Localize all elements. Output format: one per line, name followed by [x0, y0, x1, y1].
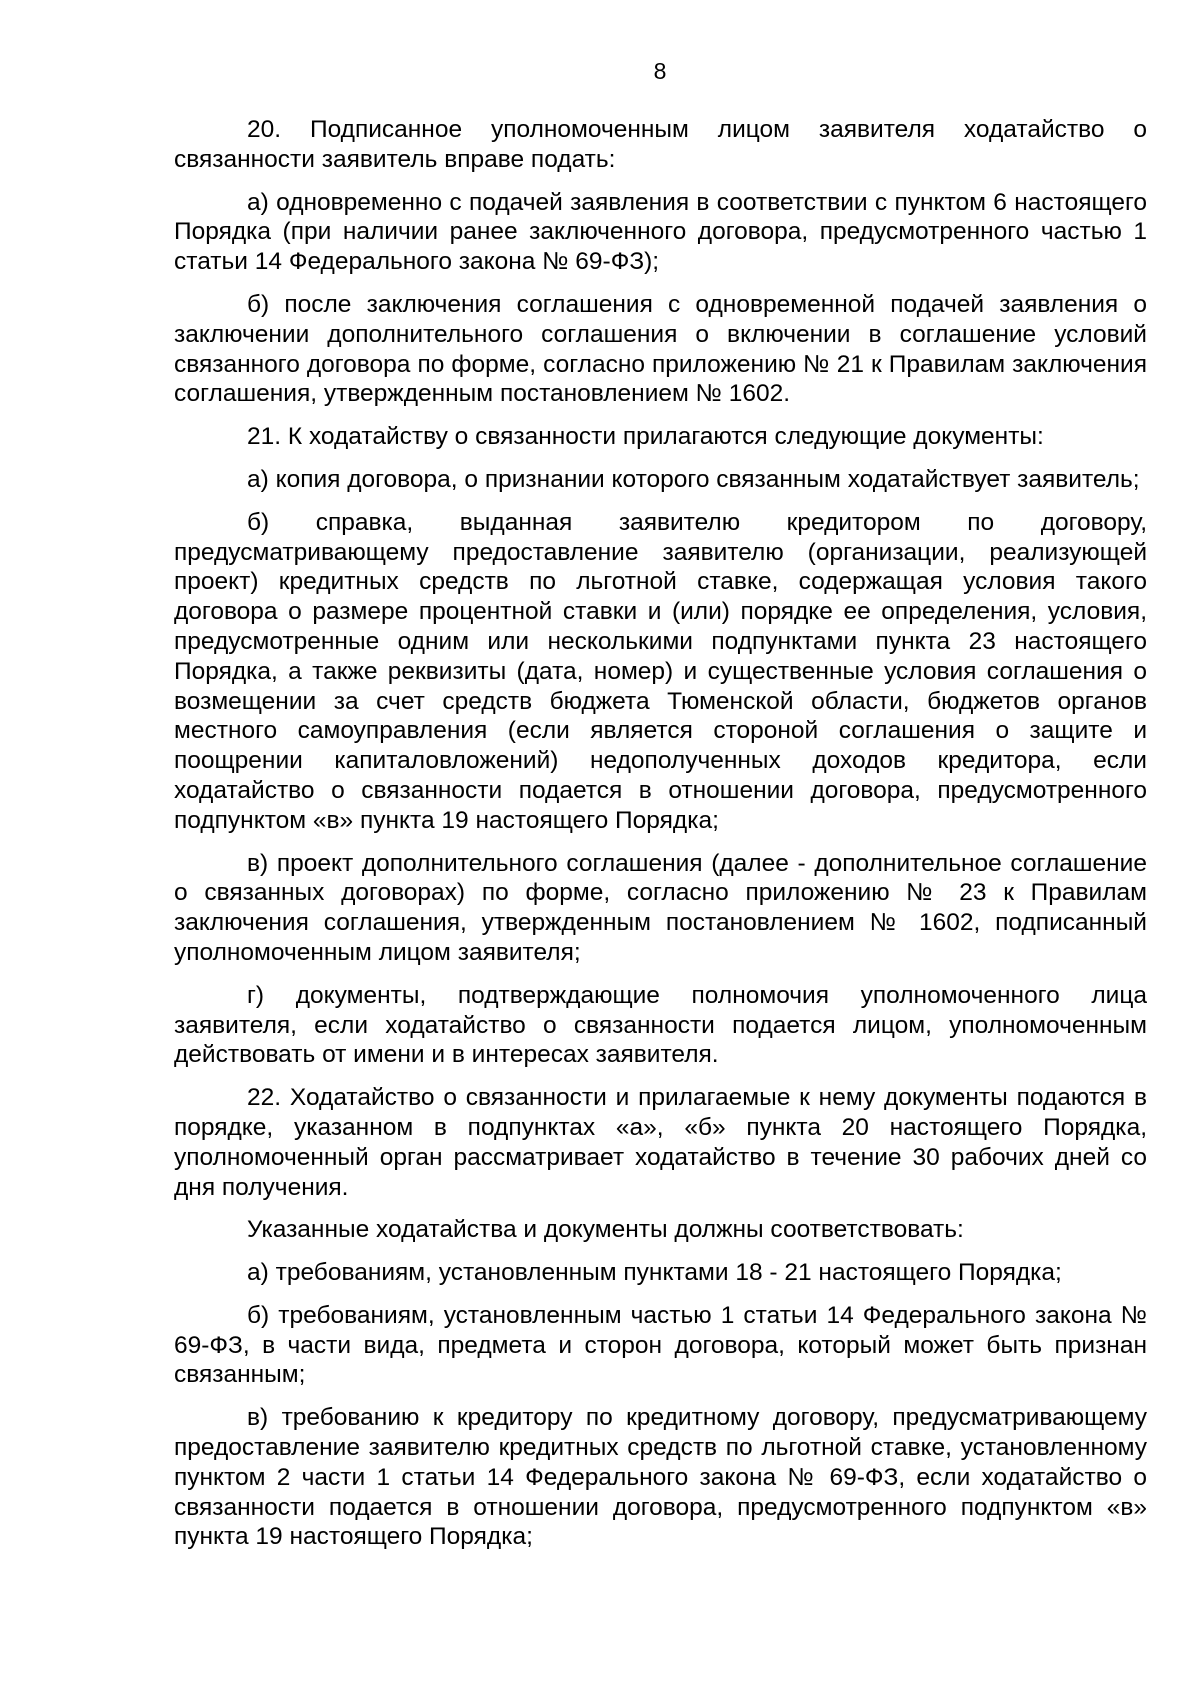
- paragraph-21-v: в) проект дополнительного соглашения (далее - дополнительное соглашение о связанных договорах) по форме, согласно приложению № 23 к Правилам заключения соглашения, утвержденным постановлением № 1602, подписанный уполномоченным лицом заявителя;: [174, 849, 1147, 966]
- paragraph-21-a: а) копия договора, о признании которого связанным ходатайствует заявитель;: [247, 465, 1140, 493]
- paragraph-22-intro: Указанные ходатайства и документы должны соответствовать:: [247, 1216, 964, 1244]
- paragraph-21: 21. К ходатайству о связанности прилагаются следующие документы:: [247, 423, 1044, 451]
- paragraph-22-a: а) требованиям, установленным пунктами 18 - 21 настоящего Порядка;: [247, 1259, 1062, 1287]
- paragraph-22-b: б) требованиям, установленным частью 1 статьи 14 Федерального закона № 69-ФЗ, в части вида, предмета и сторон договора, который может быть признан связанным;: [174, 1301, 1147, 1389]
- paragraph-21-g: г) документы, подтверждающие полномочия уполномоченного лица заявителя, если ходатайство о связанности подается лицом, уполномоченным действовать от имени и в интересах заявителя.: [174, 981, 1147, 1069]
- paragraph-20: 20. Подписанное уполномоченным лицом заявителя ходатайство о связанности заявитель вправе подать:: [174, 116, 1147, 173]
- paragraph-20-b: б) после заключения соглашения с одновременной подачей заявления о заключении дополнительного соглашения о включении в соглашение условий связанного договора по форме, согласно приложению № 21 к Правилам заключения соглашения, утвержденным постановлением № 1602.: [174, 290, 1147, 408]
- paragraph-22-v: в) требованию к кредитору по кредитному договору, предусматривающему предоставление заявителю кредитных средств по льготной ставке, установленному пунктом 2 части 1 статьи 14 Федерального закона № 69-ФЗ, если ходатайство о связанности подается в отношении договора, предусмотренного подпунктом «в» пункта 19 настоящего Порядка;: [174, 1404, 1147, 1551]
- page-number: 8: [653, 58, 667, 84]
- document-body: [174, 115, 1147, 1565]
- paragraph-22: 22. Ходатайство о связанности и прилагаемые к нему документы подаются в порядке, указанном в подпунктах «а», «б» пункта 20 настоящего Порядка, уполномоченный орган рассматривает ходатайство в течение 30 рабочих дней со дня получения.: [174, 1084, 1147, 1201]
- paragraph-21-b: б) справка, выданная заявителю кредитором по договору, предусматривающему предоставление заявителю (организации, реализующей проект) кредитных средств по льготной ставке, содержащая условия такого договора о размере процентной ставки и (или) порядке ее определения, условия, предусмотренные одним или несколькими подпунктами пункта 23 настоящего Порядка, а также реквизиты (дата, номер) и существенные условия соглашения о возмещении за счет средств бюджета Тюменской области, бюджетов органов местного самоуправления (если является стороной соглашения о защите и поощрении капиталовложений) недополученных доходов кредитора, если ходатайство о связанности подается в отношении договора, предусмотренного подпунктом «в» пункта 19 настоящего Порядка;: [174, 508, 1147, 834]
- paragraph-20-a: а) одновременно с подачей заявления в соответствии с пунктом 6 настоящего Порядка (при наличии ранее заключенного договора, предусмотренного частью 1 статьи 14 Федерального закона № 69-ФЗ);: [174, 188, 1147, 276]
